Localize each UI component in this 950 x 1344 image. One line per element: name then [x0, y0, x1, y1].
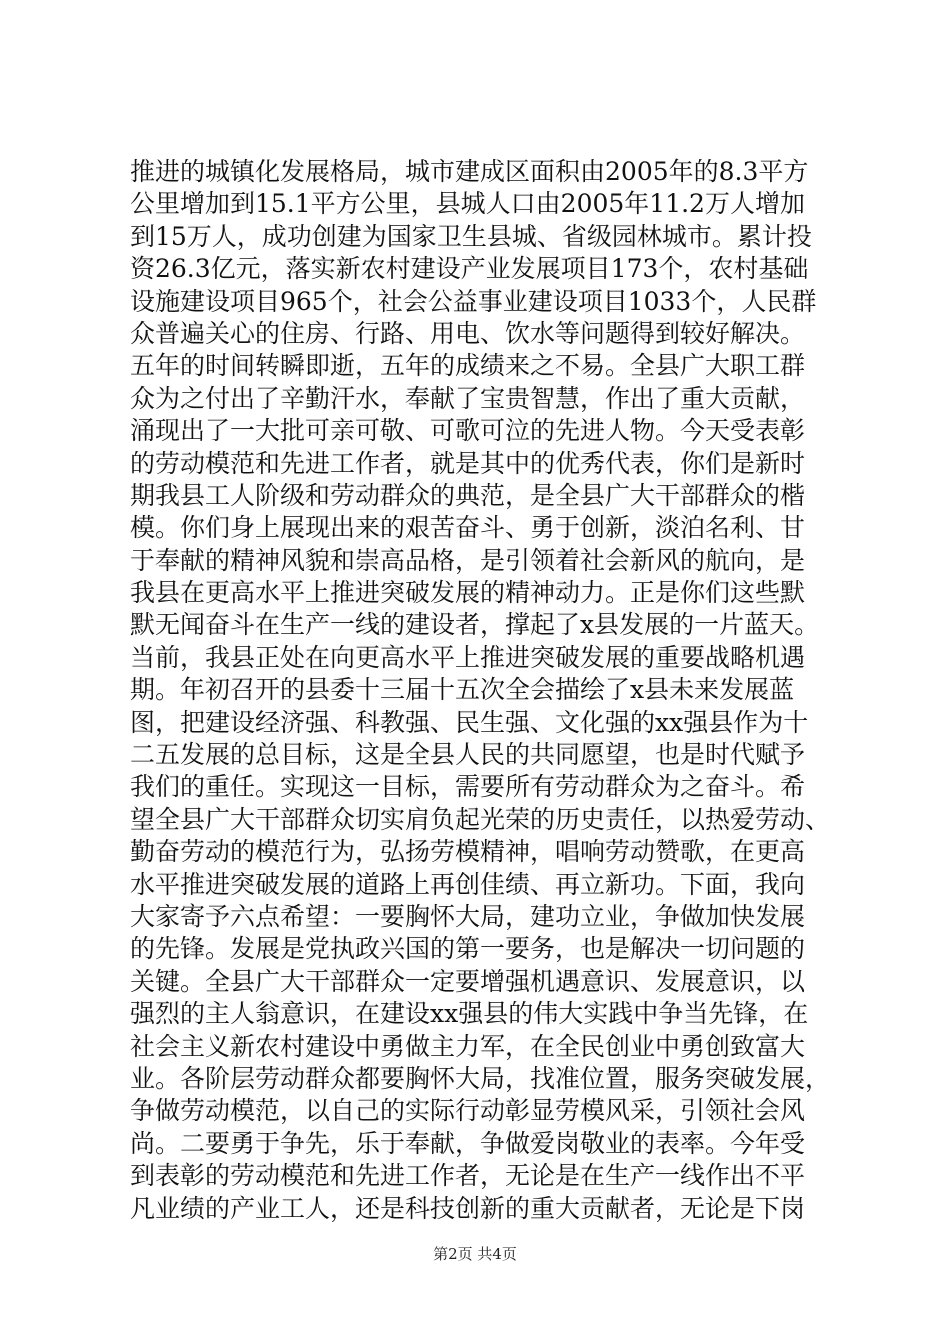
page-number: 第2页 共4页	[433, 1245, 517, 1263]
text-line: 勤奋劳动的模范行为，弘扬劳模精神，唱响劳动赞歌，在更高	[130, 837, 806, 867]
text-line: 推进的城镇化发展格局，城市建成区面积由2005年的8.3平方	[130, 157, 809, 186]
body-text	[130, 156, 830, 1225]
text-line: 到15万人，成功创建为国家卫生县城、省级园林城市。累计投	[130, 221, 812, 251]
text-line: 图，把建设经济强、科教强、民生强、文化强的xx强县作为十	[130, 707, 809, 737]
text-line: 期我县工人阶级和劳动群众的典范，是全县广大干部群众的楷	[130, 480, 806, 510]
text-line: 社会主义新农村建设中勇做主力军，在全民创业中勇创致富大	[130, 1031, 806, 1061]
text-line: 模。你们身上展现出来的艰苦奋斗、勇于创新，淡泊名利、甘	[130, 513, 806, 543]
text-line: 期。年初召开的县委十三届十五次全会描绘了x县未来发展蓝	[130, 675, 795, 705]
text-line: 设施建设项目965个，社会公益事业建设项目1033个，人民群	[130, 286, 817, 316]
text-line: 关键。全县广大干部群众一定要增强机遇意识、发展意识，以	[130, 966, 806, 996]
text-line: 公里增加到15.1平方公里，县城人口由2005年11.2万人增加	[130, 189, 805, 219]
text-line: 大家寄予六点希望：一要胸怀大局，建功立业，争做加快发展	[130, 901, 806, 931]
text-line: 强烈的主人翁意识，在建设xx强县的伟大实践中争当先锋，在	[130, 999, 809, 1029]
text-line: 业。各阶层劳动群众都要胸怀大局，找准位置，服务突破发展，	[130, 1063, 831, 1093]
text-line: 我们的重任。实现这一目标，需要所有劳动群众为之奋斗。希	[130, 772, 806, 802]
text-line: 的劳动模范和先进工作者，就是其中的优秀代表，你们是新时	[130, 448, 806, 478]
text-line: 我县在更高水平上推进突破发展的精神动力。正是你们这些默	[130, 578, 806, 608]
text-line: 的先锋。发展是党执政兴国的第一要务，也是解决一切问题的	[130, 934, 806, 964]
text-line: 资26.3亿元，落实新农村建设产业发展项目173个，农村基础	[130, 254, 809, 284]
text-line: 二五发展的总目标，这是全县人民的共同愿望，也是时代赋予	[130, 740, 806, 770]
text-line: 默无闻奋斗在生产一线的建设者，撑起了x县发展的一片蓝天。	[130, 610, 820, 640]
text-line: 众为之付出了辛勤汗水，奉献了宝贵智慧，作出了重大贡献，	[130, 383, 806, 413]
text-line: 凡业绩的产业工人，还是科技创新的重大贡献者，无论是下岗	[130, 1193, 806, 1223]
text-line: 众普遍关心的住房、行路、用电、饮水等问题得到较好解决。	[130, 318, 806, 348]
text-line: 到表彰的劳动模范和先进工作者，无论是在生产一线作出不平	[130, 1161, 806, 1191]
text-line: 水平推进突破发展的道路上再创佳绩、再立新功。下面，我向	[130, 869, 806, 899]
text-line: 当前，我县正处在向更高水平上推进突破发展的重要战略机遇	[130, 642, 806, 672]
text-line: 五年的时间转瞬即逝，五年的成绩来之不易。全县广大职工群	[130, 351, 806, 381]
text-line: 涌现出了一大批可亲可敬、可歌可泣的先进人物。今天受表彰	[130, 416, 806, 446]
text-line: 尚。二要勇于争先，乐于奉献，争做爱岗敬业的表率。今年受	[130, 1128, 806, 1158]
text-line: 望全县广大干部群众切实肩负起光荣的历史责任，以热爱劳动、	[130, 804, 831, 834]
text-line: 于奉献的精神风貌和崇高品格，是引领着社会新风的航向，是	[130, 545, 806, 575]
text-line: 争做劳动模范，以自己的实际行动彰显劳模风采，引领社会风	[130, 1096, 806, 1126]
